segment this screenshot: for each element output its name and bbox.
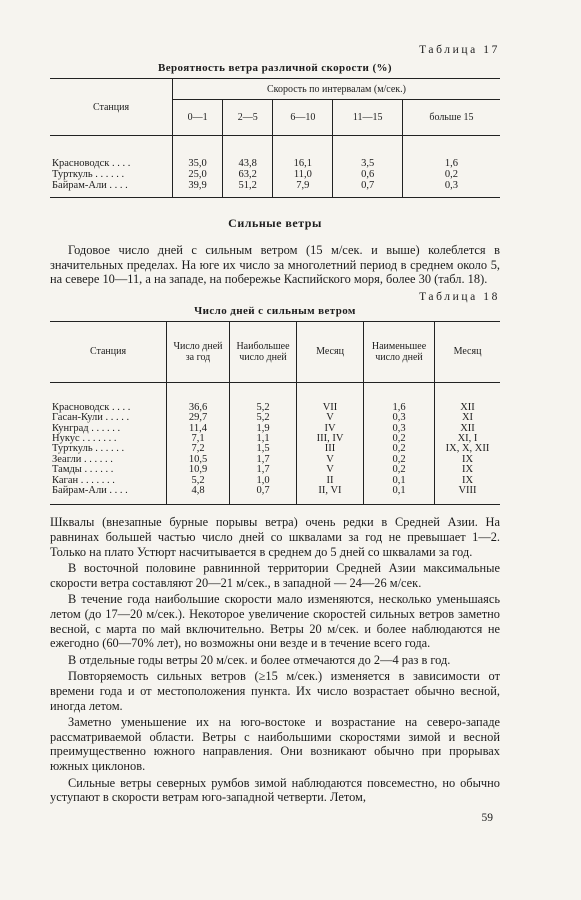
table-row	[50, 424, 500, 434]
min-count: 0,1	[364, 476, 435, 486]
max-month: V	[297, 465, 364, 475]
year-count: 29,7	[167, 413, 230, 423]
station-name: Красноводск . . . .	[52, 401, 131, 413]
max-month: VII	[297, 403, 364, 413]
table-17	[50, 78, 500, 198]
station-name: Нукус . . . . . . .	[52, 433, 117, 444]
paragraph: Годовое число дней с сильным ветром (15 м/сек. и выше) колеблется в значительных пределах. На юге их число за многолетний период в среднем около 5, на севере 10—11, а на западе, на побережье Каспийского моря, более 30 (табл. 18).	[50, 243, 500, 287]
max-month: V	[297, 413, 364, 423]
station-name: Байрам-Али . . . .	[52, 485, 128, 497]
max-month: II, VI	[297, 486, 364, 505]
table-17-station-header: Станция	[50, 79, 173, 136]
cell: 0,7	[333, 180, 402, 198]
min-month: XI, I	[435, 434, 501, 444]
min-count: 0,3	[364, 424, 435, 434]
table-17-col-header: 6—10	[273, 100, 333, 136]
min-month: IX	[435, 455, 501, 465]
table-18-caption: Таблица 18	[419, 290, 500, 303]
min-count: 0,1	[364, 486, 435, 505]
table-18	[50, 321, 500, 506]
cell: 35,0	[173, 158, 223, 169]
cell: 51,2	[223, 180, 273, 198]
max-month: III	[297, 444, 364, 454]
table-17-col-header: 0—1	[173, 100, 223, 136]
max-month: II	[297, 476, 364, 486]
table-17-group-header: Скорость по интервалам (м/сек.)	[173, 79, 501, 100]
min-month: XII	[435, 403, 501, 413]
table-row	[50, 465, 500, 475]
min-month: VIII	[435, 486, 501, 505]
min-count: 0,3	[364, 413, 435, 423]
year-count: 4,8	[167, 486, 230, 505]
station-name: Байрам-Али . . . .	[52, 180, 128, 191]
min-month: IX	[435, 465, 501, 475]
cell: 16,1	[273, 158, 333, 169]
cell: 0,3	[402, 180, 500, 198]
max-count: 0,7	[230, 486, 297, 505]
cell: 1,6	[402, 158, 500, 169]
section-heading: Сильные ветры	[228, 216, 322, 230]
station-name: Тамды . . . . . .	[52, 464, 114, 476]
table-18-header: Число дней за год	[167, 321, 230, 382]
max-count: 1,7	[230, 465, 297, 475]
max-count: 1,5	[230, 444, 297, 454]
station-name: Гасан-Кули . . . . .	[52, 412, 130, 424]
table-17-col-header: больше 15	[402, 100, 500, 136]
table-row	[50, 180, 500, 198]
max-month: V	[297, 455, 364, 465]
max-count: 1,0	[230, 476, 297, 486]
cell: 0,6	[333, 169, 402, 180]
station-name: Кунград . . . . . .	[52, 422, 121, 434]
table-17-title: Вероятность ветра различной скорости (%)	[158, 62, 392, 74]
year-count: 36,6	[167, 403, 230, 413]
table-row	[50, 486, 500, 505]
paragraph: Повторяемость сильных ветров (≥15 м/сек.) изменяется в зависимости от времени года и от местоположения пункта. Их число возрастает обычно весной, иногда летом.	[50, 669, 500, 713]
table-18-header: Месяц	[297, 321, 364, 382]
cell: 0,2	[402, 169, 500, 180]
table-row	[50, 158, 500, 169]
paragraph: Сильные ветры северных румбов зимой наблюдаются повсеместно, но обычно уступают в скорости ветрам юго-западной четверти. Летом,	[50, 775, 500, 805]
table-18-header: Станция	[50, 321, 167, 382]
min-count: 0,2	[364, 465, 435, 475]
cell: 11,0	[273, 169, 333, 180]
max-count: 1,9	[230, 424, 297, 434]
min-month: IX	[435, 476, 501, 486]
paragraph: В восточной половине равнинной территории Средней Азии максимальные скорости ветра составляют 20—21 м/сек., в западной — 24—26 м/сек.	[50, 561, 500, 590]
cell: 43,8	[223, 158, 273, 169]
min-count: 0,2	[364, 455, 435, 465]
table-18-title: Число дней с сильным ветром	[194, 304, 356, 317]
min-count: 0,2	[364, 434, 435, 444]
year-count: 7,1	[167, 434, 230, 444]
paragraph: Шквалы (внезапные бурные порывы ветра) очень редки в Средней Азии. На равнинах большей частью число дней со шквалами за год не превышает 1—2. Только на плато Устюрт насчитывается в среднем до 5 дней со шквалами за год.	[50, 515, 500, 559]
min-month: XI	[435, 413, 501, 423]
station-name: Турткуль . . . . . .	[52, 443, 125, 455]
cell: 63,2	[223, 169, 273, 180]
table-row	[50, 455, 500, 465]
max-month: III, IV	[297, 434, 364, 444]
table-18-header: Месяц	[435, 321, 501, 382]
cell: 25,0	[173, 169, 223, 180]
min-count: 1,6	[364, 403, 435, 413]
year-count: 10,9	[167, 465, 230, 475]
max-count: 1,1	[230, 434, 297, 444]
page-number: 59	[481, 812, 493, 824]
table-17-col-header: 2—5	[223, 100, 273, 136]
paragraph: В отдельные годы ветры 20 м/сек. и более отмечаются до 2—4 раз в год.	[68, 652, 451, 667]
year-count: 10,5	[167, 455, 230, 465]
max-count: 5,2	[230, 403, 297, 413]
year-count: 11,4	[167, 424, 230, 434]
min-count: 0,2	[364, 444, 435, 454]
year-count: 7,2	[167, 444, 230, 454]
table-row	[50, 444, 500, 454]
station-name: Турткуль . . . . . .	[52, 169, 125, 180]
table-17-col-header: 11—15	[333, 100, 402, 136]
cell: 7,9	[273, 180, 333, 198]
min-month: XII	[435, 424, 501, 434]
table-row	[50, 169, 500, 180]
table-17-caption: Таблица 17	[419, 44, 500, 56]
station-name: Красноводск . . . .	[52, 158, 131, 169]
paragraph: Заметно уменьшение их на юго-востоке и возрастание на северо-западе рассматриваемой области. Ветры с наибольшими скоростями зимой и весной преимущественно южного направления. Они возникают обычно при прорывах южных циклонов.	[50, 715, 500, 773]
max-month: IV	[297, 424, 364, 434]
paragraph: В течение года наибольшие скорости мало изменяются, несколько уменьшаясь летом (до 17—20 м/сек.). Некоторое увеличение скоростей сильных ветров заметно весной, с марта по май включительно. Ветры 20 м/сек. и более наблюдаются не ежегодно (60—70% лет), но возможны они везде и в течение всего года.	[50, 592, 500, 651]
max-count: 1,7	[230, 455, 297, 465]
cell: 39,9	[173, 180, 223, 198]
station-name: Зеагли . . . . . .	[52, 453, 113, 465]
min-month: IX, X, XII	[435, 444, 501, 454]
table-18-header: Наибольшее число дней	[230, 321, 297, 382]
cell: 3,5	[333, 158, 402, 169]
page	[50, 44, 500, 805]
max-count: 5,2	[230, 413, 297, 423]
station-name: Каган . . . . . . .	[52, 474, 115, 486]
year-count: 5,2	[167, 476, 230, 486]
table-18-header: Наименьшее число дней	[364, 321, 435, 382]
